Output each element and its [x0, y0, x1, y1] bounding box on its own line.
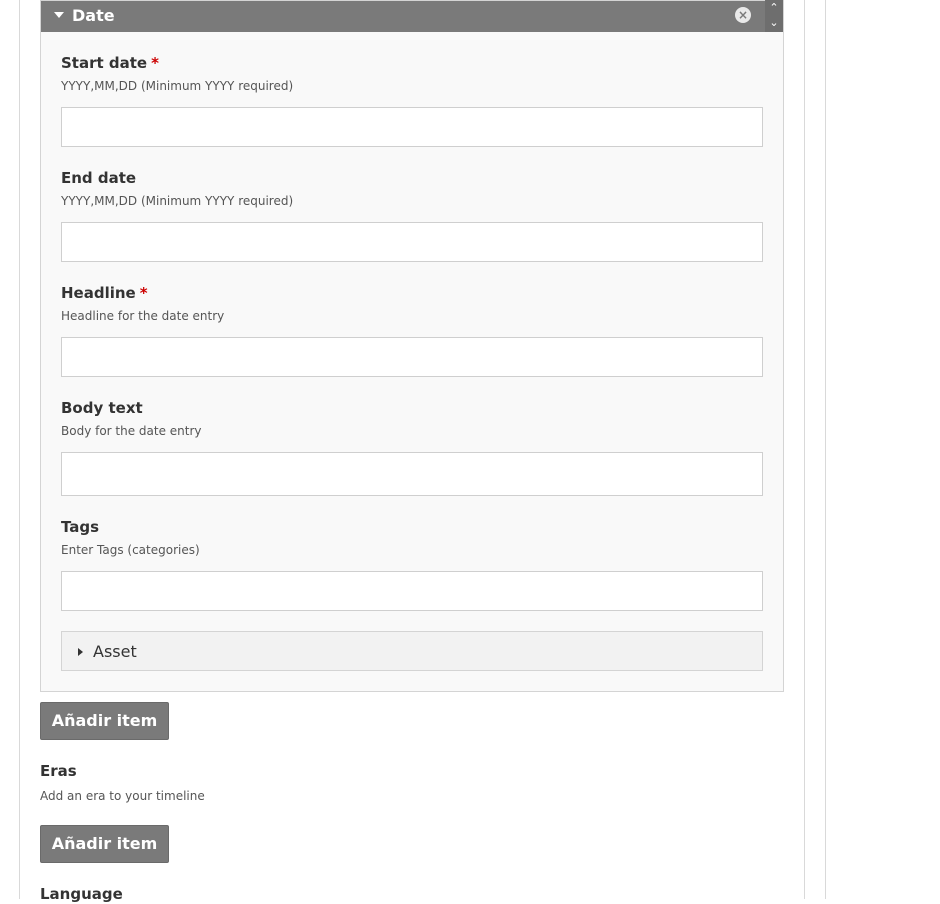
headline-input[interactable] [61, 337, 763, 377]
start-date-field [61, 53, 763, 94]
eras-label: Eras [40, 762, 77, 780]
reorder-handle[interactable] [765, 0, 783, 32]
outer-border-right [804, 0, 805, 899]
required-marker: * [151, 54, 159, 72]
headline-field [61, 283, 763, 324]
asset-collapsible[interactable] [61, 631, 763, 671]
date-panel [40, 0, 784, 692]
add-era-item-button[interactable]: Añadir item [40, 825, 169, 863]
chevron-down-icon[interactable]: ⌄ [769, 16, 779, 29]
end-date-field [61, 168, 763, 209]
end-date-label: End date [61, 169, 137, 187]
tags-description: Enter Tags (categories) [61, 543, 200, 557]
tags-label: Tags [61, 518, 100, 536]
start-date-input[interactable] [61, 107, 763, 147]
headline-label: Headline * [61, 284, 148, 302]
end-date-description: YYYY,MM,DD (Minimum YYYY required) [61, 194, 294, 208]
date-panel-header[interactable] [41, 1, 783, 32]
start-date-label: Start date * [61, 54, 159, 72]
body-text-field [61, 398, 763, 439]
outer-border-far [825, 0, 826, 899]
add-date-item-button[interactable]: Añadir item [40, 702, 169, 740]
chevron-up-icon[interactable]: ⌃ [769, 1, 779, 14]
caret-right-icon[interactable] [78, 648, 83, 656]
body-text-label: Body text [61, 399, 143, 417]
outer-border-left [19, 0, 20, 899]
language-label: Language [40, 885, 123, 903]
eras-description: Add an era to your timeline [40, 789, 205, 803]
start-date-description: YYYY,MM,DD (Minimum YYYY required) [61, 79, 294, 93]
end-date-input[interactable] [61, 222, 763, 262]
caret-down-icon[interactable] [54, 12, 64, 18]
tags-input[interactable] [61, 571, 763, 611]
date-panel-title[interactable]: Date [72, 6, 115, 25]
headline-description: Headline for the date entry [61, 309, 225, 323]
body-text-input[interactable] [61, 452, 763, 496]
asset-label[interactable]: Asset [93, 642, 137, 661]
body-text-description: Body for the date entry [61, 424, 202, 438]
tags-field [61, 517, 763, 558]
remove-icon[interactable]: × [735, 7, 751, 23]
required-marker: * [139, 284, 148, 302]
